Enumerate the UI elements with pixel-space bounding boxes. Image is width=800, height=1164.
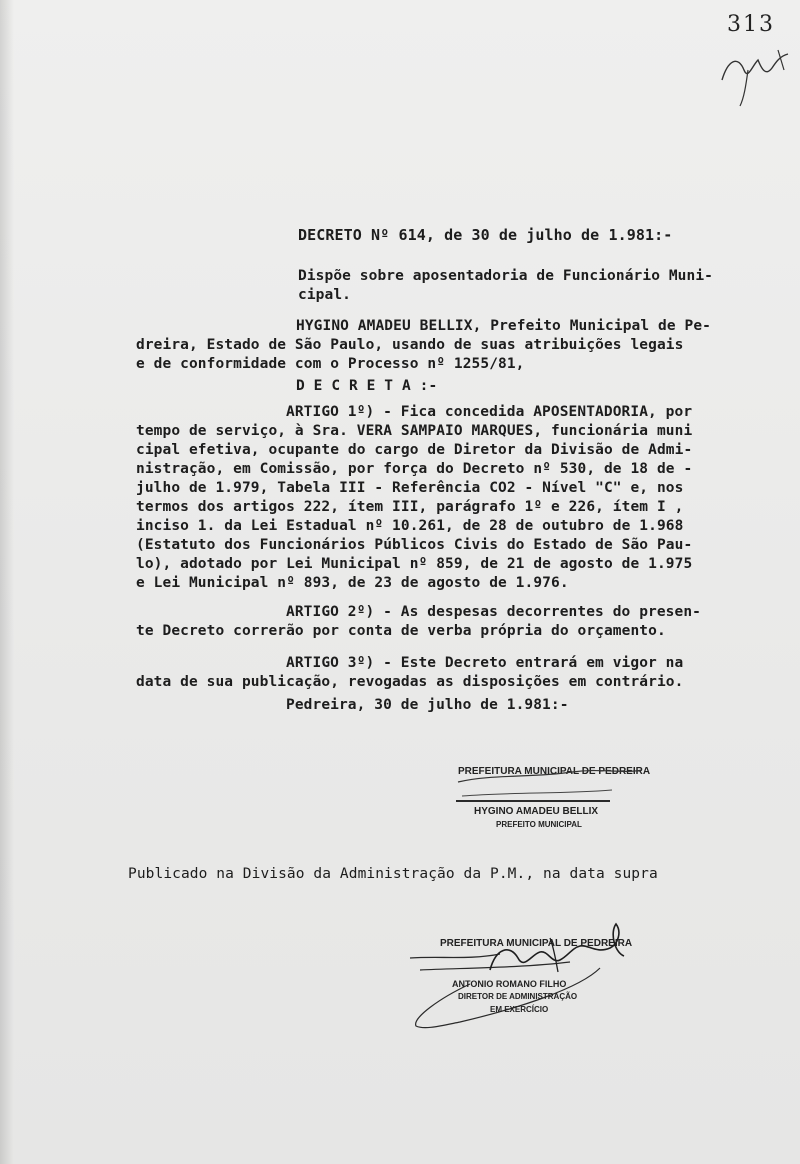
artigo1-line-8: (Estatuto dos Funcionários Públicos Civis do Estado de São Pau-	[136, 537, 693, 553]
artigo1-line-10: e Lei Municipal nº 893, de 23 de agosto de 1.976.	[136, 575, 569, 591]
artigo1-line-4: nistração, em Comissão, por força do Decreto nº 530, de 18 de -	[136, 461, 693, 477]
artigo1-line-7: inciso 1. da Lei Estadual nº 10.261, de 28 de outubro de 1.968	[136, 518, 684, 534]
artigo1-line-5: julho de 1.979, Tabela III - Referência CO2 - Nível "C" e, nos	[136, 480, 684, 496]
stamp-1-role: PREFEITO MUNICIPAL	[496, 820, 582, 829]
publication-note: Publicado na Divisão da Administração da P.M., na data supra	[128, 866, 658, 882]
stamp-1-rule	[456, 800, 610, 802]
scan-edge-shadow	[0, 0, 14, 1164]
artigo1-line-9: lo), adotado por Lei Municipal nº 859, de 21 de agosto de 1.975	[136, 556, 693, 572]
stamp-2-role: DIRETOR DE ADMINISTRAÇÃO	[458, 992, 578, 1001]
preamble-line-3: e de conformidade com o Processo nº 1255/81,	[136, 356, 525, 372]
artigo1-line-6: termos dos artigos 222, ítem III, parágrafo 1º e 226, ítem I ,	[136, 499, 684, 515]
decreta-heading: D E C R E T A :-	[296, 378, 438, 394]
artigo2-line-1: ARTIGO 2º) - As despesas decorrentes do presen-	[286, 604, 701, 620]
artigo3-line-1: ARTIGO 3º) - Este Decreto entrará em vigor na	[286, 655, 684, 671]
margin-initials-signature	[718, 40, 798, 110]
stamp-2-name: ANTONIO ROMANO FILHO	[452, 979, 567, 989]
director-signature	[400, 918, 640, 1038]
stamp-1-institution: PREFEITURA MUNICIPAL DE PEDREIRA	[458, 766, 651, 777]
closing-date: Pedreira, 30 de julho de 1.981:-	[286, 697, 569, 713]
artigo3-line-2: data de sua publicação, revogadas as disposições em contrário.	[136, 674, 684, 690]
stamp-2-status: EM EXERCÍCIO	[490, 1005, 549, 1014]
artigo2-line-2: te Decreto correrão por conta de verba própria do orçamento.	[136, 623, 666, 639]
mayor-signature	[452, 752, 652, 802]
artigo1-line-2: tempo de serviço, à Sra. VERA SAMPAIO MARQUES, funcionária muni	[136, 423, 693, 439]
stamp-2-institution: PREFEITURA MUNICIPAL DE PEDREIRA	[440, 938, 633, 949]
page-number: 313	[727, 12, 775, 37]
ementa-line-2: cipal.	[298, 287, 351, 303]
stamp-1-name: HYGINO AMADEU BELLIX	[474, 806, 599, 817]
ementa-line-1: Dispõe sobre aposentadoria de Funcionário Muni-	[298, 268, 713, 284]
preamble-line-2: dreira, Estado de São Paulo, usando de suas atribuições legais	[136, 337, 684, 353]
artigo1-line-1: ARTIGO 1º) - Fica concedida APOSENTADORIA, por	[286, 404, 693, 420]
artigo1-line-3: cipal efetiva, ocupante do cargo de Diretor da Divisão de Admi-	[136, 442, 693, 458]
preamble-line-1: HYGINO AMADEU BELLIX, Prefeito Municipal de Pe-	[296, 318, 711, 334]
decree-title: DECRETO Nº 614, de 30 de julho de 1.981:-	[298, 226, 673, 244]
